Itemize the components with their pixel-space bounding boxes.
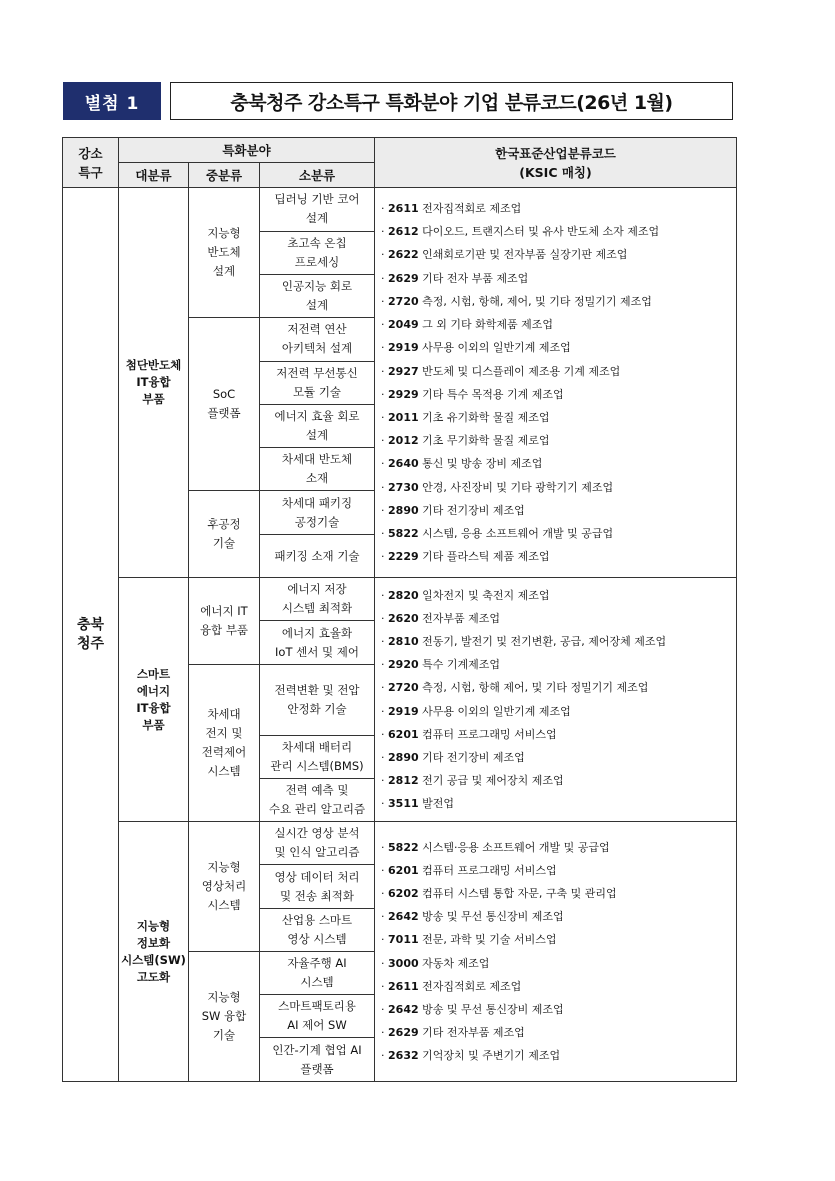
bullet-icon: · <box>381 979 389 993</box>
ksic-code-number: 2622 <box>388 248 419 262</box>
small-category-cell: 초고속 온칩 프로세싱 <box>260 231 375 274</box>
ksic-code-item <box>381 769 730 792</box>
ksic-code-item <box>381 1021 730 1044</box>
bullet-icon: · <box>381 1003 389 1016</box>
ksic-code-name: 컴퓨터 시스템 통합 자문, 구축 및 관리업 <box>418 886 617 900</box>
bullet-icon: · <box>381 956 389 970</box>
ksic-code-item <box>381 928 730 951</box>
ksic-code-item <box>381 653 730 676</box>
ksic-code-name: 기타 플라스틱 제품 제조업 <box>418 550 550 564</box>
table-row <box>63 822 737 865</box>
ksic-code-item <box>381 630 730 653</box>
ksic-code-item <box>381 429 730 452</box>
ksic-codes-cell <box>375 188 737 578</box>
ksic-code-number: 2929 <box>388 387 419 401</box>
mid-category-cell: 차세대 전지 및 전력제어 시스템 <box>189 664 260 822</box>
small-category-cell: 에너지 효율 회로 설계 <box>260 404 375 447</box>
bullet-icon: · <box>381 933 389 947</box>
small-category-cell: 차세대 배터리 관리 시스템(BMS) <box>260 735 375 778</box>
ksic-code-name: 기억장치 및 주변기기 제조업 <box>418 1049 561 1063</box>
header-special-field: 특화분야 <box>119 138 375 163</box>
ksic-code-name: 컴퓨터 프로그래밍 서비스업 <box>418 863 557 877</box>
ksic-code-item <box>381 290 730 313</box>
header-large-category: 대분류 <box>119 163 189 188</box>
ksic-code-number: 2730 <box>388 480 419 494</box>
ksic-code-item <box>381 476 730 499</box>
ksic-code-name: 전동기, 발전기 및 전기변환, 공급, 제어장체 제조업 <box>418 635 667 649</box>
ksic-code-name: 기타 전자부품 제조업 <box>418 1026 525 1040</box>
ksic-code-item <box>381 545 730 568</box>
ksic-code-number: 2812 <box>388 774 419 788</box>
table-row <box>63 578 737 621</box>
ksic-code-number: 5822 <box>388 526 419 540</box>
ksic-code-number: 6201 <box>388 727 419 741</box>
header-region: 강소 특구 <box>63 138 119 188</box>
bullet-icon: · <box>381 271 389 285</box>
ksic-code-name: 기초 유기화학 물질 제조업 <box>418 410 550 424</box>
bullet-icon: · <box>381 658 389 672</box>
ksic-code-number: 3000 <box>388 956 419 970</box>
ksic-code-number: 2820 <box>388 588 419 602</box>
small-category-cell: 실시간 영상 분석 및 인식 알고리즘 <box>260 822 375 865</box>
ksic-code-name: 안경, 사진장비 및 기타 광학기기 제조업 <box>418 480 614 494</box>
ksic-code-number: 3511 <box>388 797 419 811</box>
bullet-icon: · <box>381 526 389 540</box>
large-category-cell: 지능형 정보화 시스템(SW) 고도화 <box>119 822 189 1082</box>
bullet-icon: · <box>381 751 389 765</box>
ksic-code-name: 발전업 <box>418 797 455 811</box>
ksic-code-name: 인쇄회로기판 및 전자부품 실장기판 제조업 <box>418 248 628 262</box>
ksic-code-item <box>381 975 730 998</box>
ksic-code-name: 방송 및 무선 통신장비 제조업 <box>418 1003 564 1016</box>
ksic-code-number: 2890 <box>388 503 419 517</box>
ksic-code-name: 기초 무기화학 물질 제로업 <box>418 434 550 448</box>
ksic-code-number: 2611 <box>388 202 419 216</box>
ksic-code-name: 전기 공급 및 제어장치 제조업 <box>418 774 564 788</box>
mid-category-cell: 지능형 영상처리 시스템 <box>189 822 260 952</box>
ksic-code-name: 기타 전자 부품 제조업 <box>418 271 529 285</box>
ksic-code-item <box>381 859 730 882</box>
attachment-badge: 별첨 1 <box>63 82 161 120</box>
ksic-code-item <box>381 267 730 290</box>
large-category-cell: 스마트 에너지 IT융합 부품 <box>119 578 189 822</box>
ksic-code-number: 2640 <box>388 457 419 471</box>
ksic-code-number: 2229 <box>388 550 419 564</box>
bullet-icon: · <box>381 635 389 649</box>
small-category-cell: 에너지 저장 시스템 최적화 <box>260 578 375 621</box>
ksic-code-number: 2612 <box>388 225 419 239</box>
mid-category-cell: 에너지 IT 융합 부품 <box>189 578 260 665</box>
ksic-code-item <box>381 313 730 336</box>
small-category-cell: 딥러닝 기반 코어 설계 <box>260 188 375 231</box>
ksic-code-number: 2632 <box>388 1049 419 1063</box>
bullet-icon: · <box>381 681 389 695</box>
ksic-code-name: 기타 전기장비 제조업 <box>418 751 525 765</box>
classification-table <box>62 137 737 1082</box>
ksic-code-name: 그 외 기타 화학제품 제조업 <box>418 318 554 332</box>
ksic-code-name: 특수 기계제조업 <box>418 658 501 672</box>
bullet-icon: · <box>381 248 389 262</box>
ksic-code-name: 반도체 및 디스플레이 제조용 기계 제조업 <box>418 364 621 378</box>
ksic-code-item <box>381 792 730 815</box>
ksic-code-number: 2012 <box>388 434 419 448</box>
mid-category-cell: 지능형 반도체 설계 <box>189 188 260 318</box>
bullet-icon: · <box>381 704 389 718</box>
bullet-icon: · <box>381 294 389 308</box>
small-category-cell: 인간-기계 협업 AI 플랫폼 <box>260 1038 375 1082</box>
ksic-code-item <box>381 700 730 723</box>
small-category-cell: 차세대 패키징 공정기술 <box>260 491 375 535</box>
ksic-code-number: 2919 <box>388 704 419 718</box>
ksic-code-item <box>381 607 730 630</box>
ksic-codes-cell <box>375 822 737 1082</box>
bullet-icon: · <box>381 480 389 494</box>
bullet-icon: · <box>381 611 389 625</box>
bullet-icon: · <box>381 202 389 216</box>
bullet-icon: · <box>381 886 389 900</box>
bullet-icon: · <box>381 387 389 401</box>
ksic-code-item <box>381 746 730 769</box>
ksic-code-name: 전자부품 제조업 <box>418 611 501 625</box>
bullet-icon: · <box>381 1049 389 1063</box>
small-category-cell: 패키징 소재 기술 <box>260 534 375 577</box>
large-category-cell: 첨단반도체 IT융합 부품 <box>119 188 189 578</box>
small-category-cell: 저전력 연산 아키텍처 설계 <box>260 318 375 362</box>
header-ksic-sub: (KSIC 매칭) <box>519 164 592 180</box>
ksic-code-number: 2011 <box>388 410 419 424</box>
bullet-icon: · <box>381 225 389 239</box>
ksic-code-name: 시스템·응용 소프트웨어 개발 및 공급업 <box>418 840 610 854</box>
mid-category-cell: 후공정 기술 <box>189 491 260 578</box>
ksic-code-item <box>381 998 730 1021</box>
ksic-code-item <box>381 499 730 522</box>
ksic-code-number: 2629 <box>388 271 419 285</box>
ksic-code-name: 자동차 제조업 <box>418 956 490 970</box>
ksic-code-item <box>381 522 730 545</box>
bullet-icon: · <box>381 550 389 564</box>
ksic-code-number: 6201 <box>388 863 419 877</box>
ksic-code-item <box>381 882 730 905</box>
bullet-icon: · <box>381 840 389 854</box>
ksic-code-name: 기타 전기장비 제조업 <box>418 503 525 517</box>
small-category-cell: 차세대 반도체 소재 <box>260 448 375 491</box>
ksic-code-name: 측정, 시험, 항해, 제어, 및 기타 정밀기기 제조업 <box>418 294 652 308</box>
region-cell: 충북 청주 <box>63 188 119 1082</box>
document-title: 충북청주 강소특구 특화분야 기업 분류코드(26년 1월) <box>170 82 733 120</box>
ksic-code-item <box>381 676 730 699</box>
ksic-code-number: 7011 <box>388 933 419 947</box>
small-category-cell: 영상 데이터 처리 및 전송 최적화 <box>260 865 375 908</box>
ksic-code-number: 2919 <box>388 341 419 355</box>
bullet-icon: · <box>381 910 389 924</box>
ksic-code-name: 전자집적회로 제조업 <box>418 202 522 216</box>
bullet-icon: · <box>381 797 389 811</box>
small-category-cell: 저전력 무선통신 모듈 기술 <box>260 361 375 404</box>
ksic-code-item <box>381 383 730 406</box>
ksic-code-item <box>381 220 730 243</box>
bullet-icon: · <box>381 318 389 332</box>
ksic-code-number: 2642 <box>388 1003 419 1016</box>
ksic-code-number: 2810 <box>388 635 419 649</box>
header-ksic <box>375 138 737 188</box>
small-category-cell: 에너지 효율화 IoT 센서 및 제어 <box>260 621 375 664</box>
ksic-code-name: 측정, 시험, 항해 제어, 및 기타 정밀기기 제조업 <box>418 681 649 695</box>
ksic-code-item <box>381 197 730 220</box>
ksic-code-item <box>381 952 730 975</box>
ksic-code-number: 2927 <box>388 364 419 378</box>
ksic-code-item <box>381 336 730 359</box>
ksic-code-item <box>381 723 730 746</box>
ksic-code-item <box>381 452 730 475</box>
ksic-code-name: 전자집적회로 제조업 <box>418 979 522 993</box>
bullet-icon: · <box>381 364 389 378</box>
ksic-code-name: 사무용 이외의 일반기계 제조업 <box>418 704 571 718</box>
ksic-code-item <box>381 406 730 429</box>
ksic-code-name: 사무용 이외의 일반기계 제조업 <box>418 341 571 355</box>
ksic-code-item <box>381 360 730 383</box>
ksic-code-name: 시스템, 응용 소프트웨어 개발 및 공급업 <box>418 526 614 540</box>
bullet-icon: · <box>381 863 389 877</box>
bullet-icon: · <box>381 588 389 602</box>
bullet-icon: · <box>381 727 389 741</box>
small-category-cell: 자율주행 AI 시스템 <box>260 951 375 994</box>
ksic-code-number: 2890 <box>388 751 419 765</box>
ksic-code-number: 2611 <box>388 979 419 993</box>
ksic-code-item <box>381 905 730 928</box>
ksic-codes-cell <box>375 578 737 822</box>
small-category-cell: 인공지능 회로 설계 <box>260 274 375 317</box>
ksic-code-name: 기타 특수 목적용 기계 제조업 <box>418 387 564 401</box>
ksic-code-number: 2920 <box>388 658 419 672</box>
ksic-code-number: 2720 <box>388 294 419 308</box>
bullet-icon: · <box>381 457 389 471</box>
bullet-icon: · <box>381 434 389 448</box>
bullet-icon: · <box>381 410 389 424</box>
ksic-code-name: 전문, 과학 및 기술 서비스업 <box>418 933 557 947</box>
ksic-code-name: 통신 및 방송 장비 제조업 <box>418 457 543 471</box>
small-category-cell: 전력변환 및 전압 안정화 기술 <box>260 664 375 735</box>
ksic-code-number: 2629 <box>388 1026 419 1040</box>
ksic-code-number: 2642 <box>388 910 419 924</box>
ksic-code-item <box>381 1044 730 1067</box>
header-mid-category: 중분류 <box>189 163 260 188</box>
ksic-code-name: 방송 및 무선 통신장비 제조업 <box>418 910 564 924</box>
header-ksic-title: 한국표준산업분류코드 <box>495 145 616 161</box>
ksic-code-name: 컴퓨터 프로그래밍 서비스업 <box>418 727 557 741</box>
ksic-code-name: 다이오드, 트랜지스터 및 유사 반도체 소자 제조업 <box>418 225 660 239</box>
header-small-category: 소분류 <box>260 163 375 188</box>
small-category-cell: 산업용 스마트 영상 시스템 <box>260 908 375 951</box>
mid-category-cell: 지능형 SW 융합 기술 <box>189 951 260 1081</box>
ksic-code-number: 5822 <box>388 840 419 854</box>
ksic-code-item <box>381 243 730 266</box>
ksic-code-number: 2620 <box>388 611 419 625</box>
bullet-icon: · <box>381 774 389 788</box>
ksic-code-number: 2720 <box>388 681 419 695</box>
ksic-code-item <box>381 584 730 607</box>
bullet-icon: · <box>381 503 389 517</box>
bullet-icon: · <box>381 341 389 355</box>
small-category-cell: 전력 예측 및 수요 관리 알고리즘 <box>260 778 375 821</box>
small-category-cell: 스마트팩토리용 AI 제어 SW <box>260 995 375 1038</box>
ksic-code-item <box>381 836 730 859</box>
ksic-code-name: 일차전지 및 축전지 제조업 <box>418 588 550 602</box>
ksic-code-number: 6202 <box>388 886 419 900</box>
ksic-code-number: 2049 <box>388 318 419 332</box>
bullet-icon: · <box>381 1026 389 1040</box>
table-row <box>63 188 737 231</box>
mid-category-cell: SoC 플랫폼 <box>189 318 260 491</box>
